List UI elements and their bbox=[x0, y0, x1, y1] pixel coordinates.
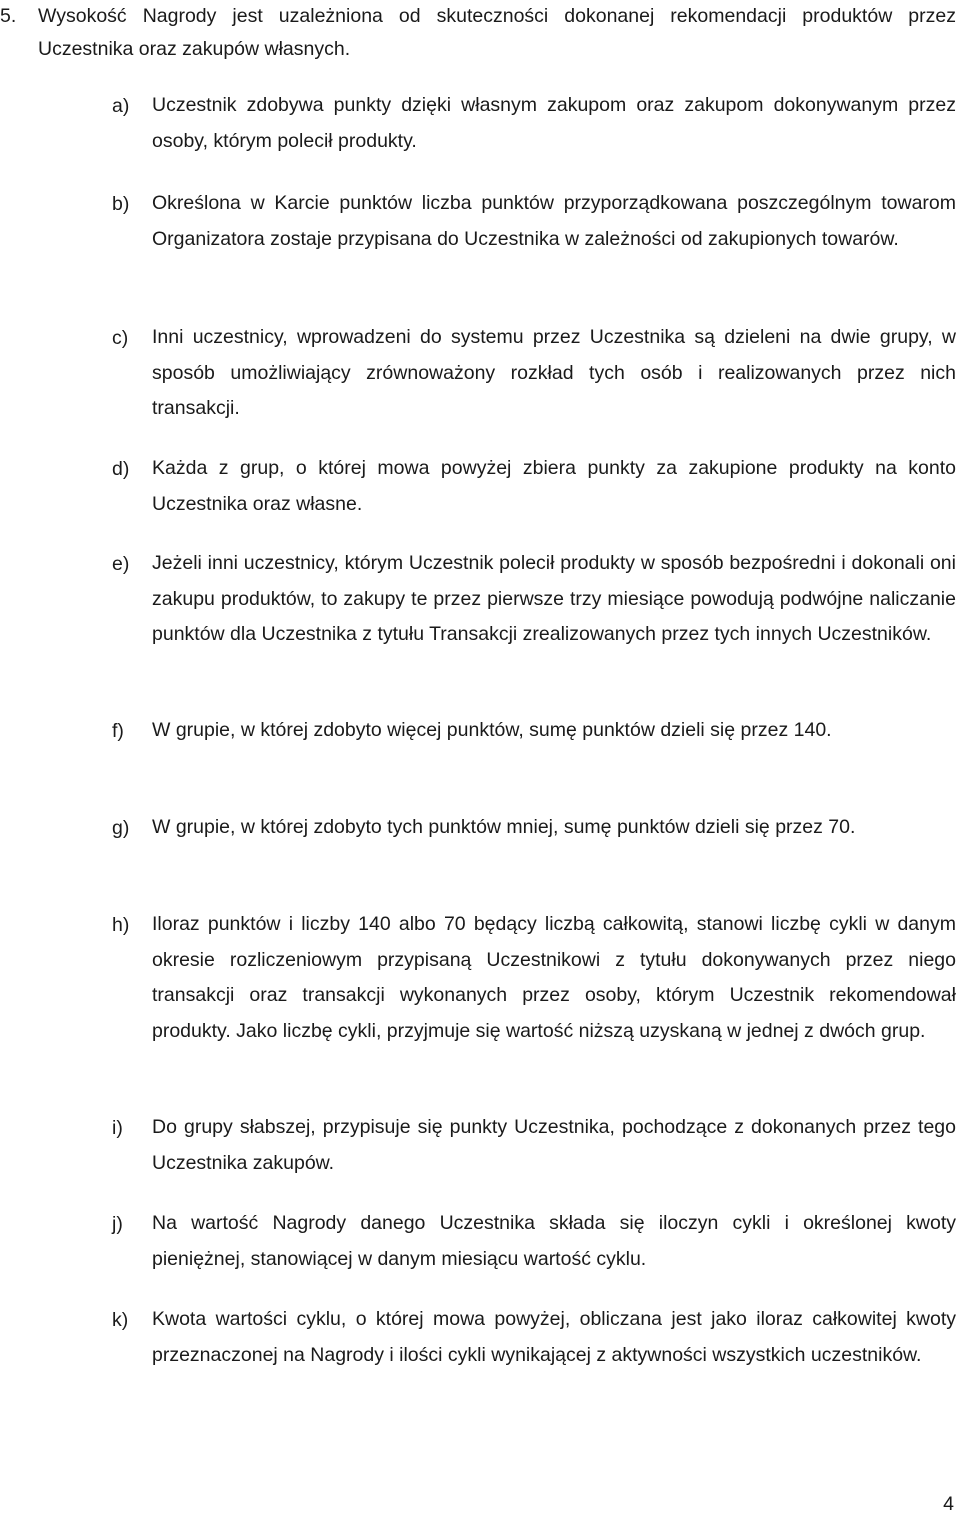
list-item-text: Do grupy słabszej, przypisuje się punkty Uczestnika, pochodzące z dokonanych przez tego Uczestnika zakupów. bbox=[152, 1116, 956, 1174]
list-item-text: W grupie, w której zdobyto tych punktów mniej, sumę punktów dzieli się przez 70. bbox=[152, 816, 856, 838]
list-item-h bbox=[112, 907, 956, 1049]
list-item-text: W grupie, w której zdobyto więcej punktów, sumę punktów dzieli się przez 140. bbox=[152, 719, 832, 741]
list-item-label: j) bbox=[112, 1213, 123, 1235]
list-item-label: a) bbox=[112, 95, 130, 117]
list-item-text: Inni uczestnicy, wprowadzeni do systemu przez Uczestnika są dzieleni na dwie grupy, w sposób umożliwiający zrównoważony rozkład tych osób i realizowanych przez nich transakcji. bbox=[152, 326, 956, 419]
list-item-d bbox=[112, 451, 956, 522]
list-item-text: Iloraz punktów i liczby 140 albo 70 będący liczbą całkowitą, stanowi liczbę cykli w danym okresie rozliczeniowym przypisaną Uczestnikowi z tytułu dokonywanych przez niego transakcji oraz transakcji wykonanych przez osoby, którym Uczestnik rekomendował produkty. Jako liczbę cykli, przyjmuje się wartość niższą uzyskaną w jednej z dwóch grup. bbox=[152, 913, 956, 1042]
list-item-text: Uczestnik zdobywa punkty dzięki własnym zakupom oraz zakupom dokonywanym przez osoby, którym polecił produkty. bbox=[152, 94, 956, 152]
list-item-c bbox=[112, 320, 956, 427]
list-item-label: k) bbox=[112, 1309, 129, 1331]
list-item-text: Jeżeli inni uczestnicy, którym Uczestnik polecił produkty w sposób bezpośredni i dokonali oni zakupu produktów, to zakupy te przez pierwsze trzy miesiące powodują podwójne naliczanie punktów dla Uczestnika z tytułu Transakcji zrealizowanych przez tych innych Uczestników. bbox=[152, 552, 956, 645]
list-item-text: Każda z grup, o której mowa powyżej zbiera punkty za zakupione produkty na konto Uczestnika oraz własne. bbox=[152, 457, 956, 515]
list-item-f bbox=[112, 713, 956, 749]
list-item-b bbox=[112, 186, 956, 257]
list-item-label: c) bbox=[112, 327, 129, 349]
list-item-text: Na wartość Nagrody danego Uczestnika składa się iloczyn cykli i określonej kwoty pieniężnej, stanowiącej w danym miesiącu wartość cyklu. bbox=[152, 1212, 956, 1270]
list-item-label: b) bbox=[112, 193, 130, 215]
list-item-label: f) bbox=[112, 720, 124, 742]
list-item-g bbox=[112, 810, 956, 846]
list-item-i bbox=[112, 1110, 956, 1181]
list-item-label: i) bbox=[112, 1117, 123, 1139]
list-item-label: h) bbox=[112, 914, 130, 936]
list-item-text: Określona w Karcie punktów liczba punktów przyporządkowana poszczególnym towarom Organizatora zostaje przypisana do Uczestnika w zależności od zakupionych towarów. bbox=[152, 192, 956, 250]
list-item-label: g) bbox=[112, 817, 130, 839]
section-text: Wysokość Nagrody jest uzależniona od skuteczności dokonanej rekomendacji produktów przez Uczestnika oraz zakupów własnych. bbox=[38, 5, 956, 60]
page-number: 4 bbox=[943, 1493, 954, 1515]
section-number: 5. bbox=[0, 5, 17, 27]
list-item-label: d) bbox=[112, 458, 130, 480]
list-item-label: e) bbox=[112, 553, 130, 575]
list-item-a bbox=[112, 88, 956, 159]
list-item-text: Kwota wartości cyklu, o której mowa powyżej, obliczana jest jako iloraz całkowitej kwoty przeznaczonej na Nagrody i ilości cykli wynikającej z aktywności wszystkich uczestników. bbox=[152, 1308, 956, 1366]
section-5 bbox=[0, 0, 956, 66]
list-item-k bbox=[112, 1302, 956, 1373]
list-item-e bbox=[112, 546, 956, 653]
list-item-j bbox=[112, 1206, 956, 1277]
